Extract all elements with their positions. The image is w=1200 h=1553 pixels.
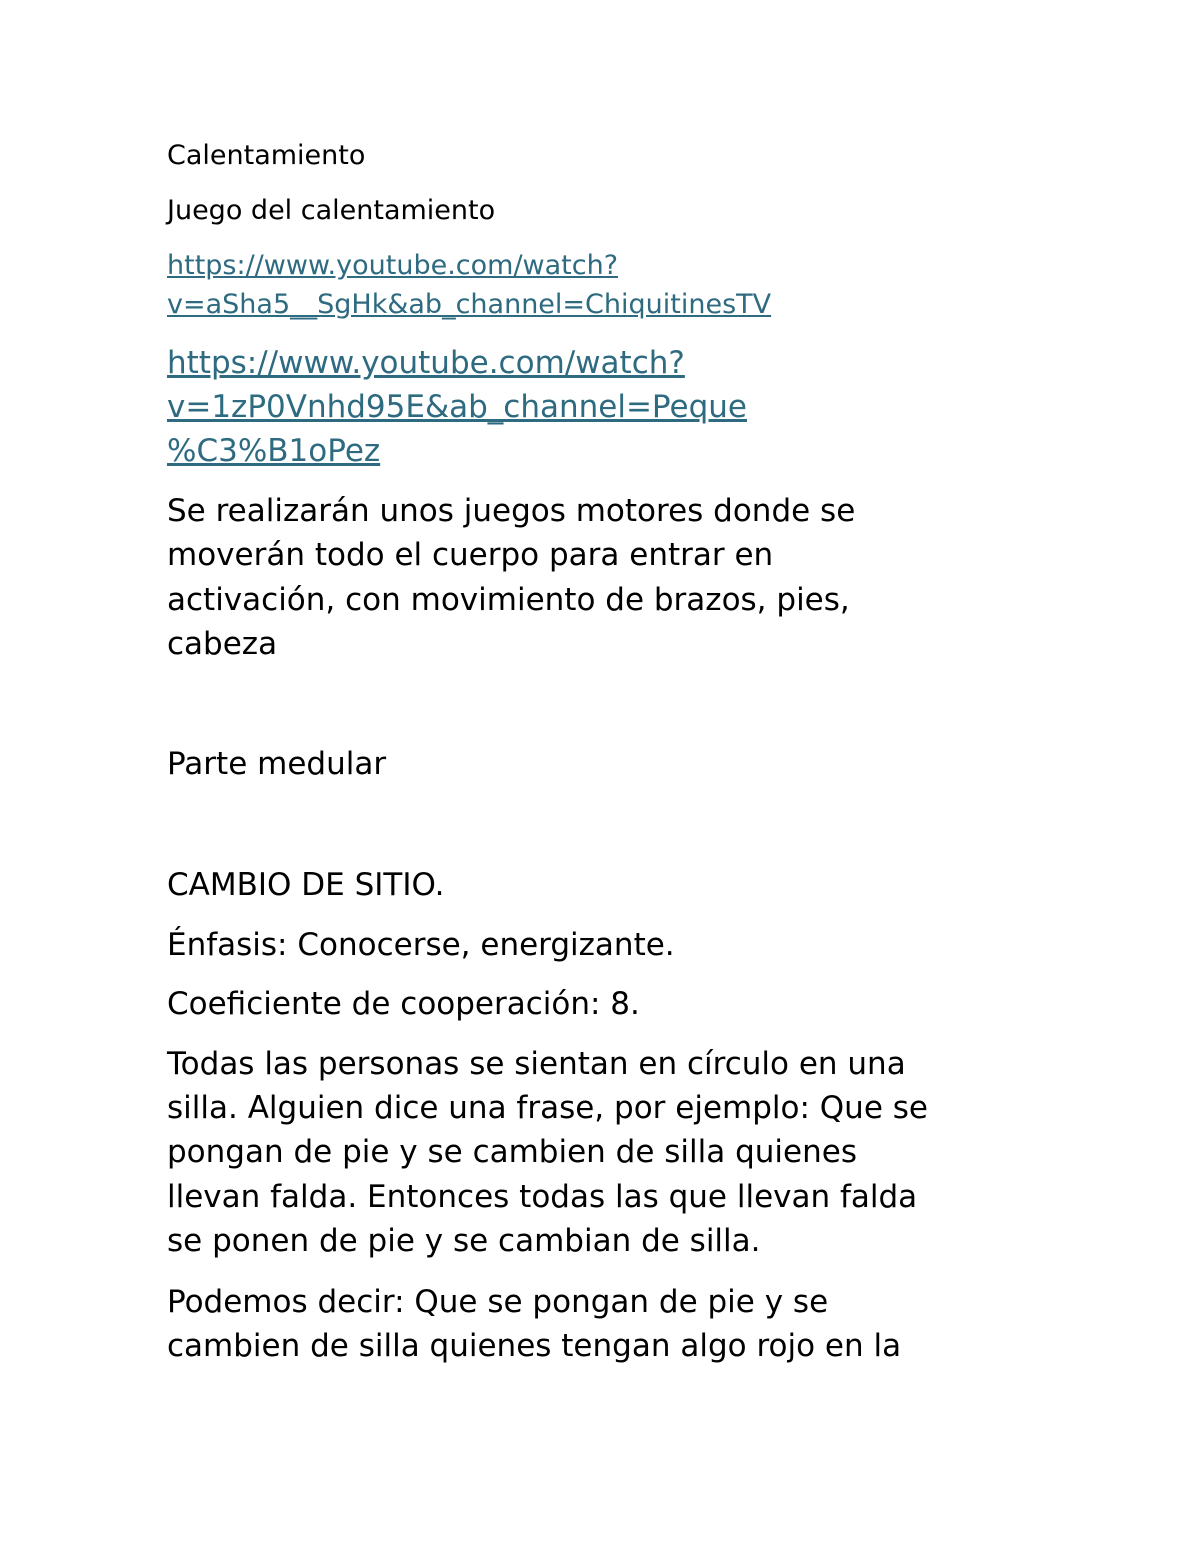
warmup-paragraph-line: cabeza (167, 626, 278, 662)
instructions-paragraph-line: Todas las personas se sientan en círculo en una (167, 1046, 906, 1082)
cooperation-coefficient: Coeficiente de cooperación: 8. (167, 986, 640, 1022)
youtube-link-2-line-1[interactable]: https://www.youtube.com/watch? (167, 345, 685, 381)
example-paragraph-line: cambien de silla quienes tengan algo rojo en la (167, 1328, 902, 1364)
example-paragraph-line: Podemos decir: Que se pongan de pie y se (167, 1284, 829, 1320)
instructions-paragraph-line: silla. Alguien dice una frase, por ejemplo: Que se (167, 1090, 928, 1126)
warmup-paragraph-line: moverán todo el cuerpo para entrar en (167, 537, 774, 573)
section-title-parte-medular: Parte medular (167, 746, 387, 782)
game-title: CAMBIO DE SITIO. (167, 867, 445, 903)
youtube-link-1-line-1[interactable]: https://www.youtube.com/watch? (167, 250, 619, 281)
warmup-paragraph-line: Se realizarán unos juegos motores donde se (167, 493, 856, 529)
instructions-paragraph-line: pongan de pie y se cambien de silla quienes (167, 1134, 857, 1170)
heading-juego-calentamiento: Juego del calentamiento (167, 195, 496, 226)
emphasis-line: Énfasis: Conocerse, energizante. (167, 927, 675, 963)
warmup-paragraph-line: activación, con movimiento de brazos, pies, (167, 582, 850, 618)
youtube-link-2-line-2[interactable]: v=1zP0Vnhd95E&ab_channel=Peque (167, 389, 747, 425)
youtube-link-2-line-3[interactable]: %C3%B1oPez (167, 433, 381, 469)
instructions-paragraph-line: llevan falda. Entonces todas las que llevan falda (167, 1179, 918, 1215)
youtube-link-1-line-2[interactable]: v=aSha5__SgHk&ab_channel=ChiquitinesTV (167, 289, 772, 320)
instructions-paragraph-line: se ponen de pie y se cambian de silla. (167, 1223, 761, 1259)
heading-calentamiento: Calentamiento (167, 140, 366, 171)
